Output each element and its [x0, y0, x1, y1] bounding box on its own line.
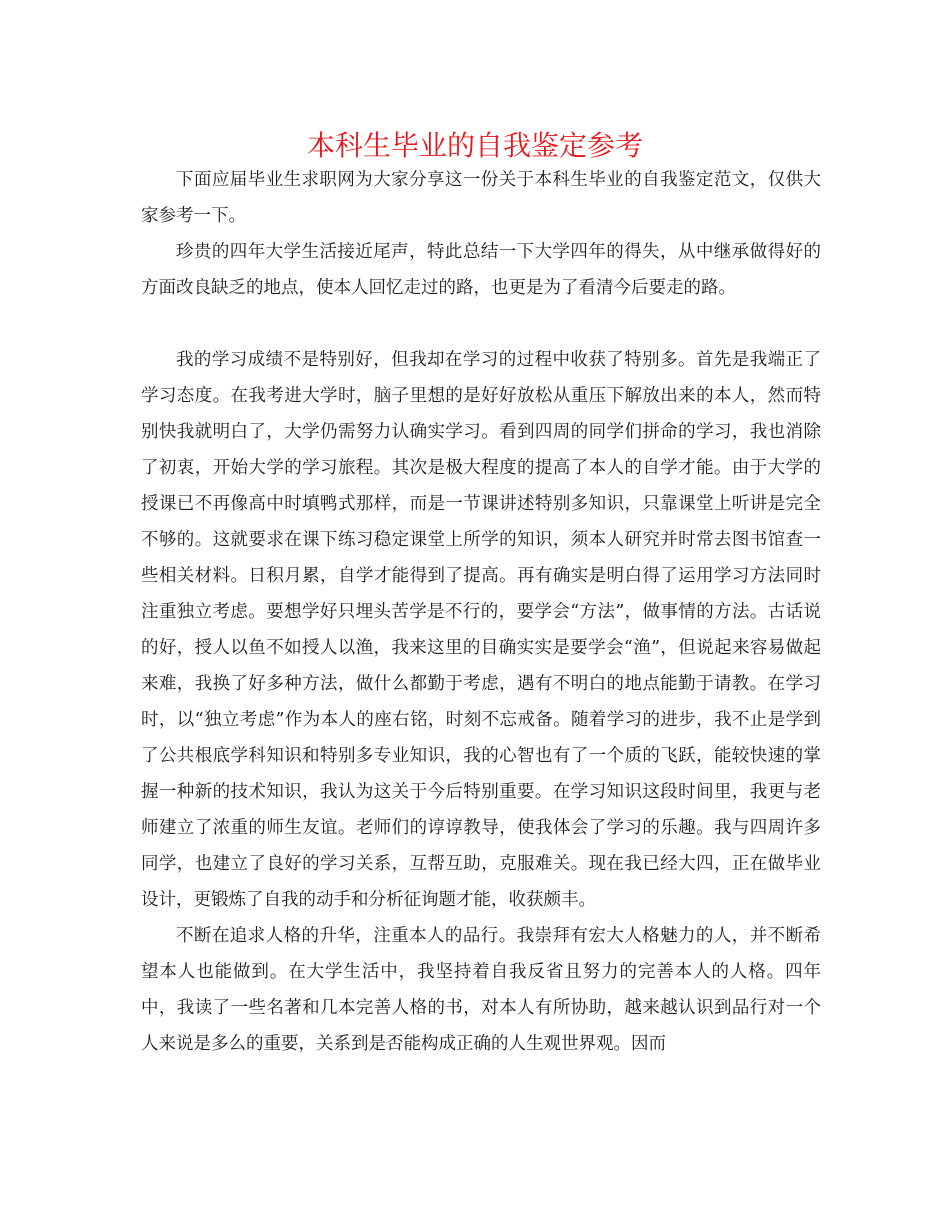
document-body [141, 162, 821, 1062]
paragraph-summary: 珍贵的四年大学生活接近尾声，特此总结一下大学四年的得失，从中继承做得好的方面改良缺乏的地点，使本人回忆走过的路，也更是为了看清今后要走的路。 [141, 242, 821, 298]
paragraph-intro: 下面应届毕业生求职网为大家分享这一份关于本科生毕业的自我鉴定范文，仅供大家参考一下。 [141, 170, 821, 226]
paragraph-character: 不断在追求人格的升华，注重本人的品行。我崇拜有宏大人格魅力的人，并不断希望本人也能做到。在大学生活中，我坚持着自我反省且努力的完善本人的人格。四年中，我读了一些名著和几本完善人格的书，对本人有所协助，越来越认识到品行对一个人来说是多么的重要，关系到是否能构成正确的人生观世界观。因而 [141, 926, 821, 1054]
paragraph-study: 我的学习成绩不是特别好，但我却在学习的过程中收获了特别多。首先是我端正了学习态度。在我考进大学时，脑子里想的是好好放松从重压下解放出来的本人，然而特别快我就明白了，大学仍需努力认确实学习。看到四周的同学们拼命的学习，我也消除了初衷，开始大学的学习旅程。其次是极大程度的提高了本人的自学才能。由于大学的授课已不再像高中时填鸭式那样，而是一节课讲述特别多知识，只靠课堂上听讲是完全不够的。这就要求在课下练习稳定课堂上所学的知识，须本人研究并时常去图书馆查一些相关材料。日积月累，自学才能得到了提高。再有确实是明白得了运用学习方法同时注重独立考虑。要想学好只埋头苦学是不行的，要学会“方法”，做事情的方法。古话说的好，授人以鱼不如授人以渔，我来这里的目确实实是要学会“渔”，但说起来容易做起来难，我换了好多种方法，做什么都勤于考虑，遇有不明白的地点能勤于请教。在学习时，以“独立考虑”作为本人的座右铭，时刻不忘戒备。随着学习的进步，我不止是学到了公共根底学科知识和特别多专业知识，我的心智也有了一个质的飞跃，能较快速的掌握一种新的技术知识，我认为这关于今后特别重要。在学习知识这段时间里，我更与老师建立了浓重的师生友谊。老师们的谆谆教导，使我体会了学习的乐趣。我与四周许多同学，也建立了良好的学习关系，互帮互助，克服难关。现在我已经大四，正在做毕业设计，更锻炼了自我的动手和分析征询题才能，收获颇丰。 [141, 350, 821, 910]
document-title: 本科生毕业的自我鉴定参考 [306, 129, 643, 162]
